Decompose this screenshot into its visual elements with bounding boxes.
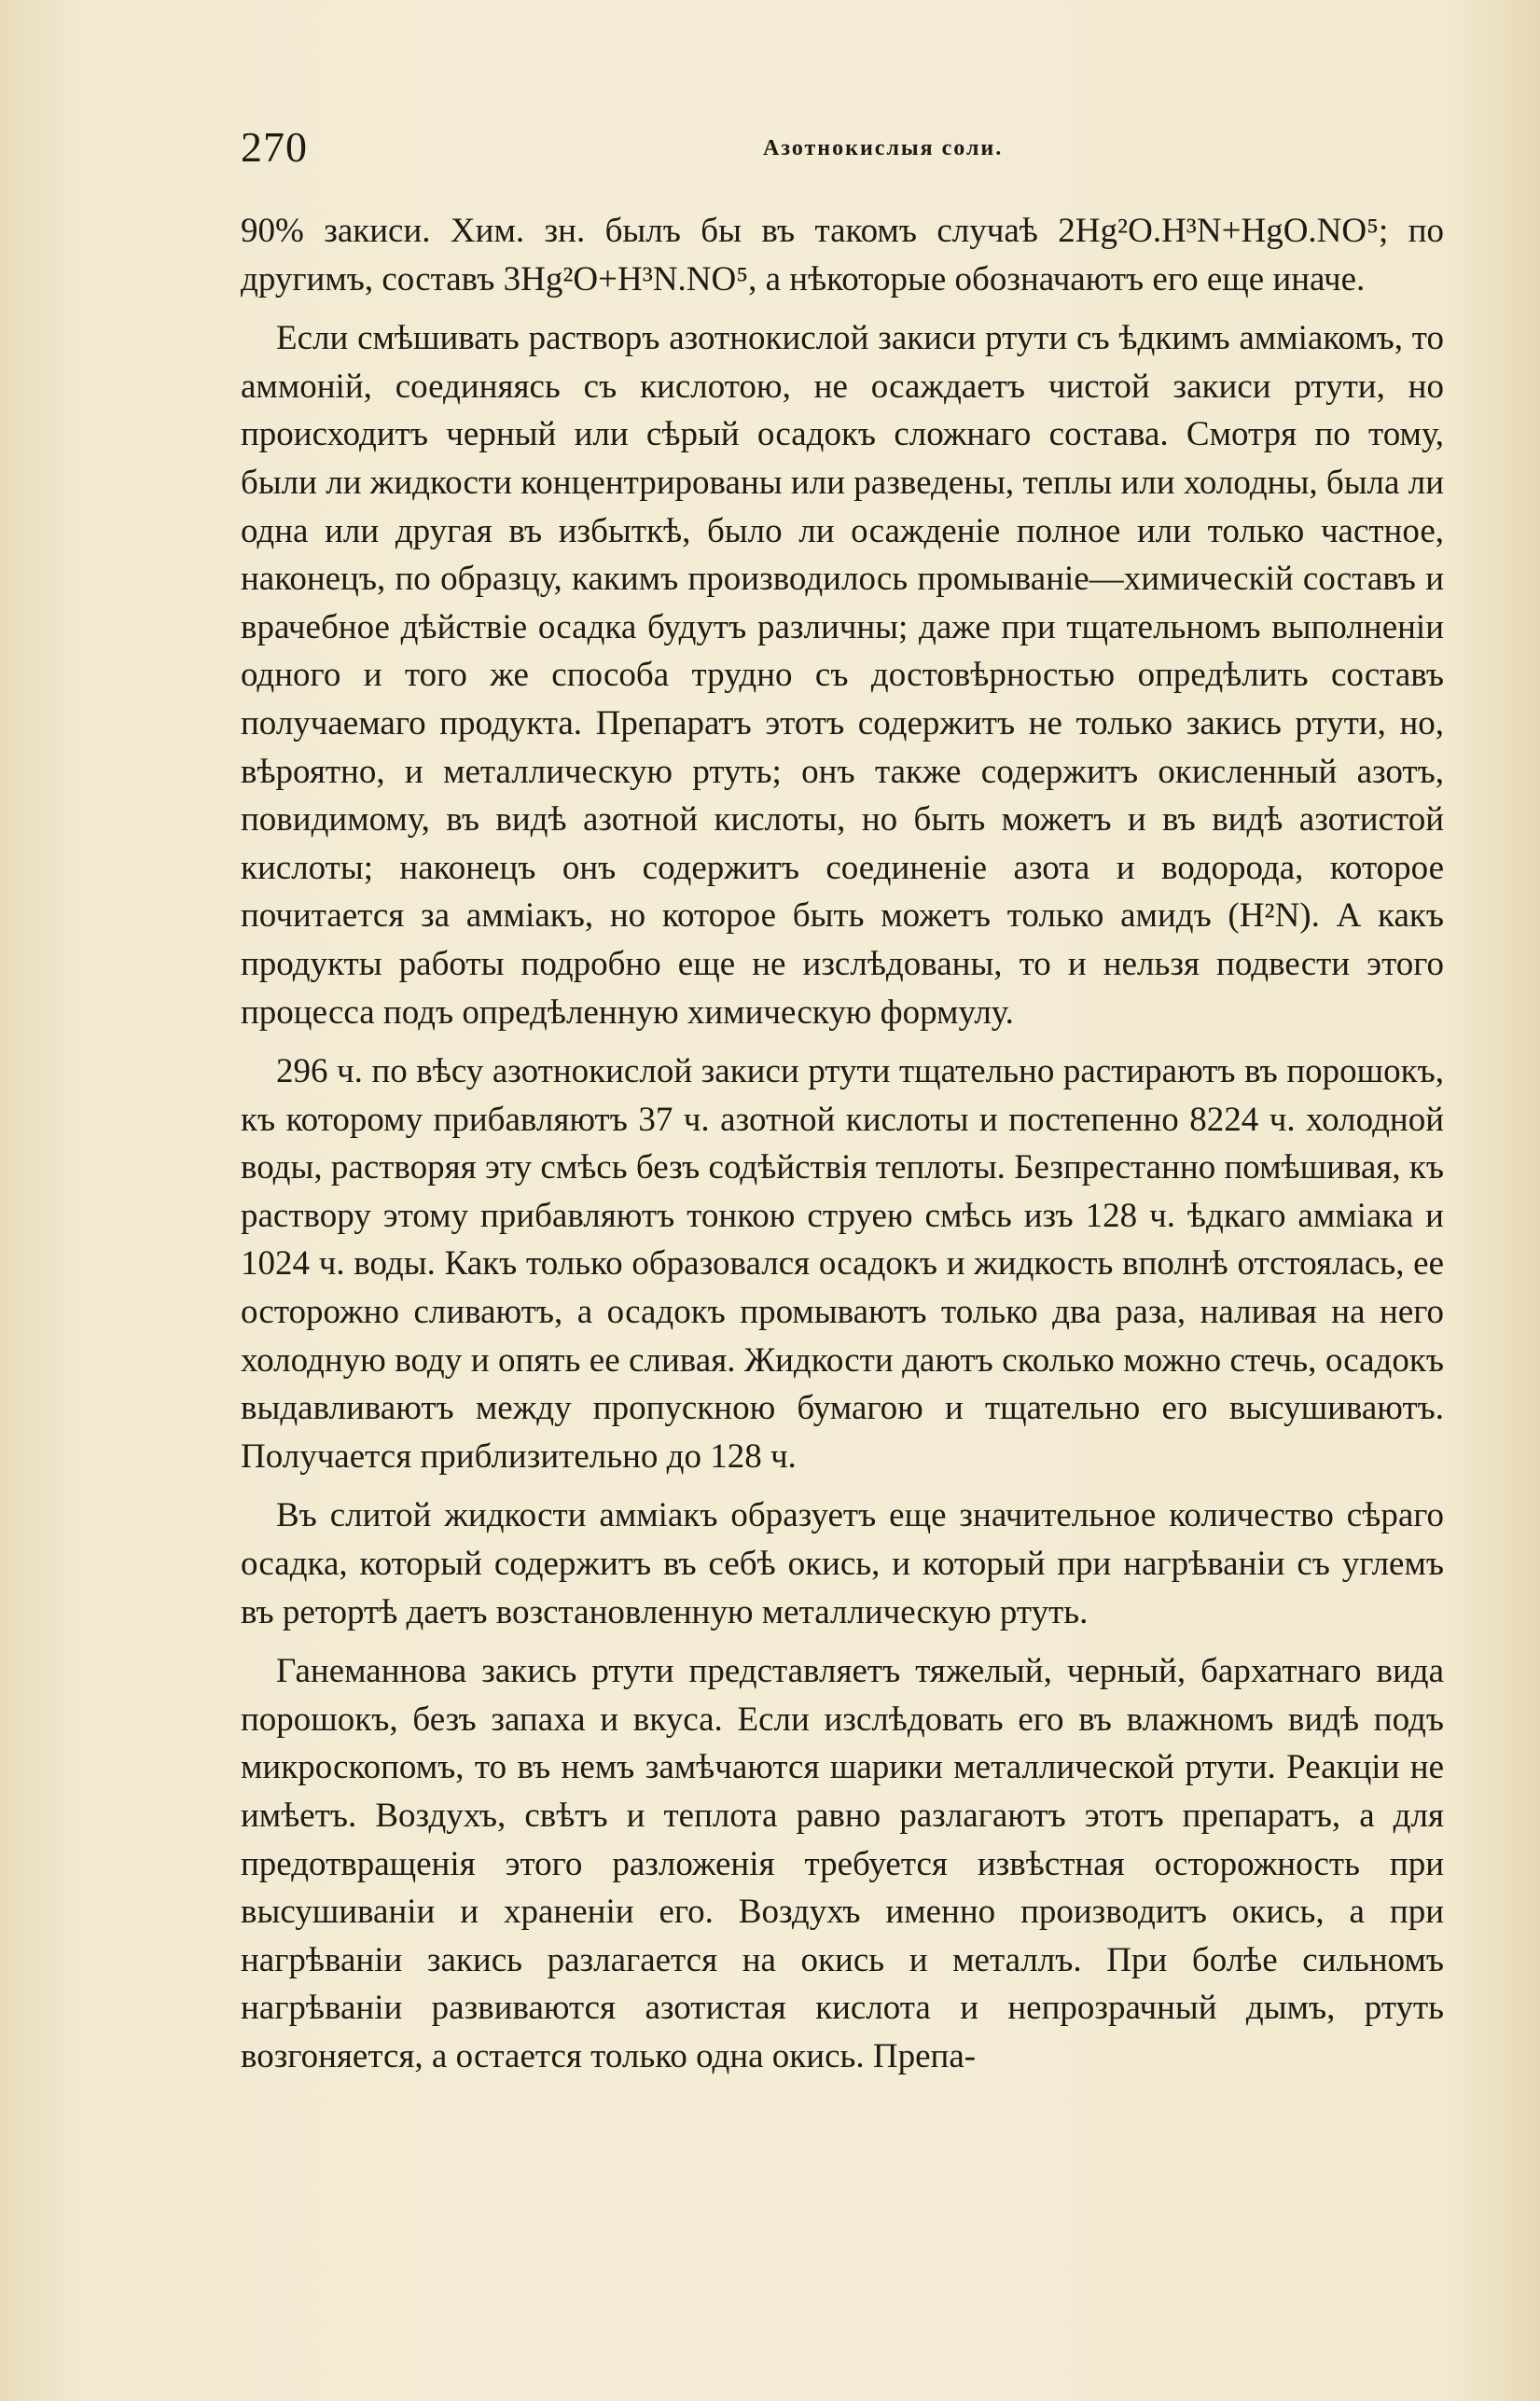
paragraph: Если смѣшивать растворъ азотнокислой закиси ртути съ ѣдкимъ аммiакомъ, то аммонiй, соединяясь съ кислотою, не осаждаетъ чистой закиси ртути, но происходитъ черный или сѣрый осадокъ сложнаго состава. Смотря по тому, были ли жидкости концентрированы или разведены, теплы или холодны, была ли одна или другая въ избыткѣ, было ли осажденiе полное или только частное, наконецъ, по образцу, какимъ производилось промыванiе—химическiй составъ и врачебное дѣйствiе осадка будутъ различны; даже при тщательномъ выполненiи одного и того же способа трудно съ достовѣрностью опредѣлить составъ получаемаго продукта. Препаратъ этотъ содержитъ не только закись ртути, но, вѣроятно, и металлическую ртуть; онъ также содержитъ окисленный азотъ, повидимому, въ видѣ азотной кислоты, но быть можетъ и въ видѣ азотистой кислоты; наконецъ онъ содержитъ соединенiе азота и водорода, которое почитается за аммiакъ, но которое быть можетъ только амидъ (H²N). А какъ продукты работы подробно еще не изслѣдованы, то и нельзя подвести этого процесса подъ опредѣленную химическую формулу. [241, 319, 1444, 1032]
page-header [241, 119, 1444, 175]
paragraph: 90% закиси. Хим. зн. былъ бы въ такомъ случаѣ 2Hg²O.H³N+HgO.NO⁵; по другимъ, составъ 3Hg²O+H³N.NO⁵, а нѣкоторые обозначаютъ его еще иначе. [241, 212, 1444, 298]
page-number: 270 [241, 123, 308, 171]
paragraph: Ганеманнова закись ртути представляетъ тяжелый, черный, бархатнаго вида порошокъ, безъ запаха и вкуса. Если изслѣдовать его въ влажномъ видѣ подъ микроскопомъ, то въ немъ замѣчаются шарики металлической ртути. Реакцiи не имѣетъ. Воздухъ, свѣтъ и теплота равно разлагаютъ этотъ препаратъ, а для предотвращенiя этого разложенiя требуется извѣстная осторожность при высушиванiи и храненiи его. Воздухъ именно производитъ окись, а при нагрѣванiи закись разлагается на окись и металлъ. При болѣе сильномъ нагрѣванiи развиваются азотистая кислота и непрозрачный дымъ, ртуть возгоняется, а остается только одна окись. Препа- [241, 1652, 1444, 2075]
body-text [241, 207, 1444, 2092]
paragraph: 296 ч. по вѣсу азотнокислой закиси ртути тщательно растираютъ въ порошокъ, къ которому прибавляютъ 37 ч. азотной кислоты и постепенно 8224 ч. холодной воды, растворяя эту смѣсь безъ содѣйствiя теплоты. Безпрестанно помѣшивая, къ раствору этому прибавляютъ тонкою струею смѣсь изъ 128 ч. ѣдкаго аммiака и 1024 ч. воды. Какъ только образовался осадокъ и жидкость вполнѣ отстоялась, ее осторожно сливаютъ, а осадокъ промываютъ только два раза, наливая на него холодную воду и опять ее сливая. Жидкости даютъ сколько можно стечь, осадокъ выдавливаютъ между пропускною бумагою и тщательно его высушиваютъ. Получается приблизительно до 128 ч. [241, 1052, 1444, 1476]
running-head: Азотнокислыя соли. [763, 136, 1004, 160]
paragraph: Въ слитой жидкости аммiакъ образуетъ еще значительное количество сѣраго осадка, который содержитъ въ себѣ окись, и который при нагрѣванiи съ углемъ въ ретортѣ даетъ возстановленную металлическую ртуть. [241, 1496, 1444, 1631]
